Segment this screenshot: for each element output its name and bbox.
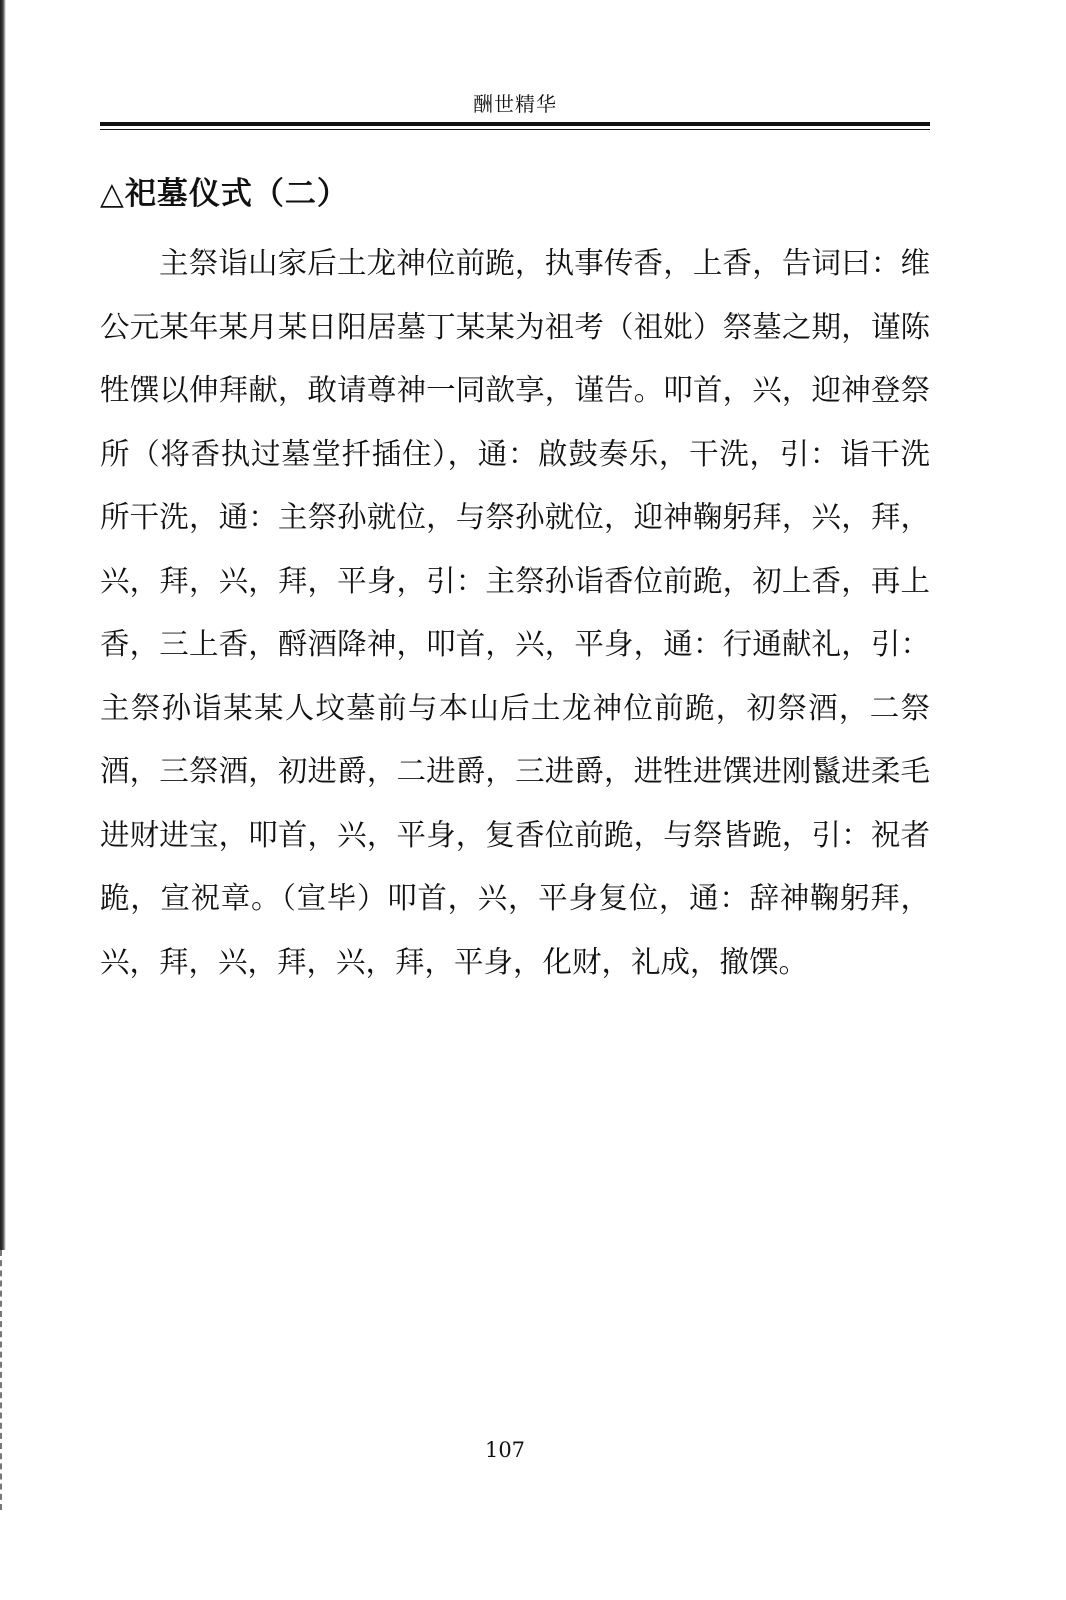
scan-left-edge-shadow	[0, 0, 6, 1250]
header-rule-thin	[100, 129, 930, 130]
header-rule-thick	[100, 122, 930, 126]
scan-left-edge-marks	[0, 1250, 10, 1510]
section-title: △祀墓仪式（二）	[100, 176, 349, 212]
running-header: 酬世精华	[473, 92, 557, 116]
body-paragraph: 主祭诣山家后土龙神位前跪，执事传香，上香，告词曰：维公元某年某月某日阳居墓丁某某为祖考（祖妣）祭墓之期，谨陈牲馔以伸拜献，敢请尊神一同歆享，谨告。叩首，兴，迎神登祭所（将香执过墓堂扦插住），通：啟鼓奏乐，干洗，引：诣干洗所干洗，通：主祭孙就位，与祭孙就位，迎神鞠躬拜，兴，拜，兴，拜，兴，拜，平身，引：主祭孙诣香位前跪，初上香，再上香，三上香，酹酒降神，叩首，兴，平身，通：行通献礼，引：主祭孙诣某某人坟墓前与本山后土龙神位前跪，初祭酒，二祭酒，三祭酒，初进爵，二进爵，三进爵，进牲进馔进刚鬣进柔毛进财进宝，叩首，兴，平身，复香位前跪，与祭皆跪，引：祝者跪，宣祝章。（宣毕）叩首，兴，平身复位，通：辞神鞠躬拜，兴，拜，兴，拜，兴，拜，平身，化财，礼成，撤馔。	[100, 246, 930, 979]
page-number: 107	[484, 1438, 526, 1462]
